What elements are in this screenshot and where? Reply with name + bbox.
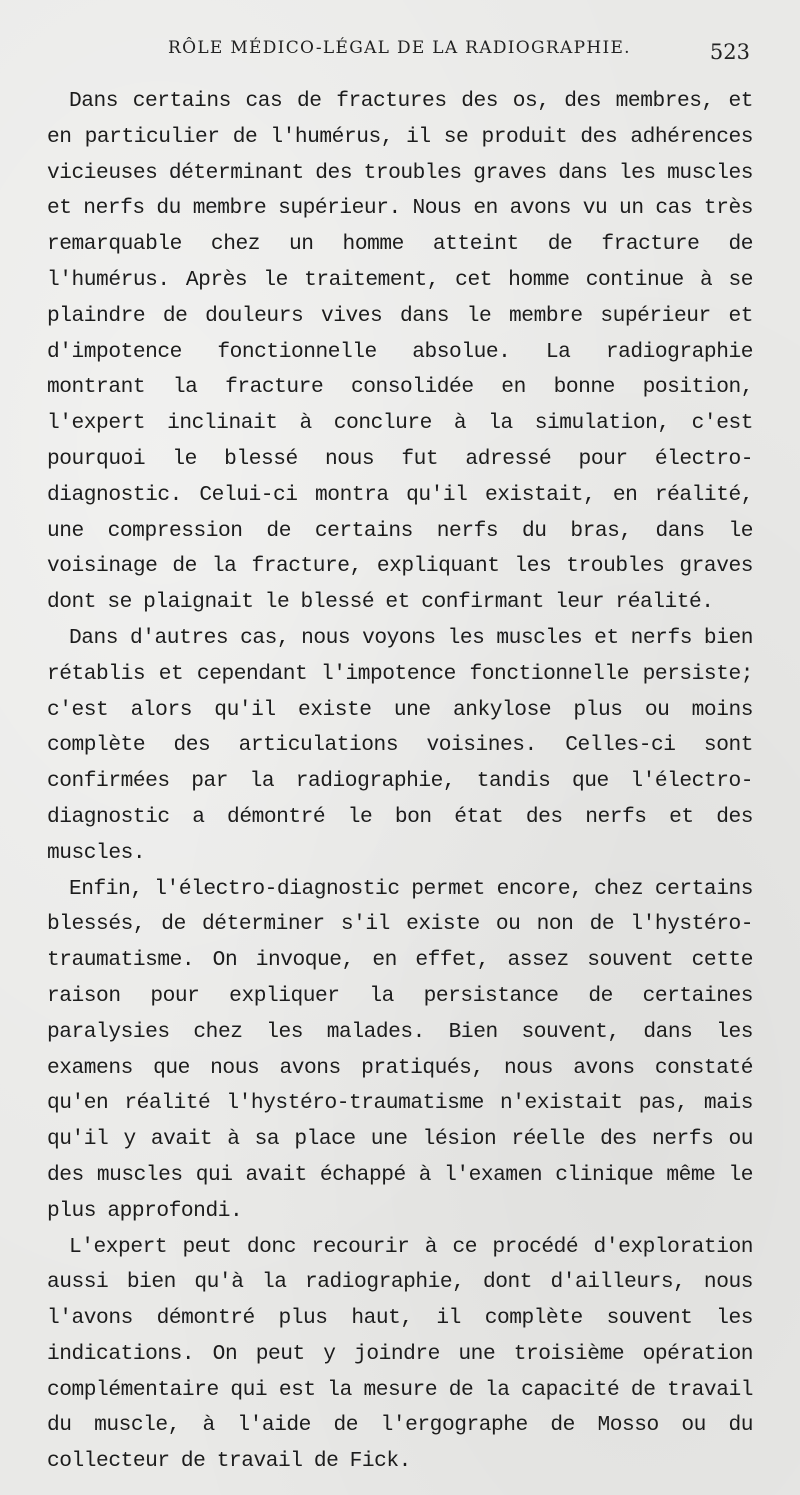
running-head-title: RÔLE MÉDICO-LÉGAL DE LA RADIOGRAPHIE. [168, 38, 631, 58]
paragraph: L'expert peut donc recourir à ce procédé d'exploration aussi bien qu'à la radiographie, dont d'ailleurs, nous l'avons démontré plus haut, il complète souvent les indications. On peut y joindre une troisième opération complémentaire qui est la mesure de la capacité de travail du muscle, à l'aide de l'ergographe de Mosso ou du collecteur de travail de Fick. [47, 1234, 753, 1474]
body-text [47, 84, 753, 1480]
paragraph: Enfin, l'électro-diagnostic permet encore, chez certains blessés, de déterminer s'il existe ou non de l'hystéro-traumatisme. On invoque, en effet, assez souvent cette raison pour expliquer la persistance de certaines paralysies chez les malades. Bien souvent, dans les examens que nous avons pratiqués, nous avons constaté qu'en réalité l'hystéro-traumatisme n'existait pas, mais qu'il y avait à sa place une lésion réelle des nerfs ou des muscles qui avait échappé à l'examen clinique même le plus approfondi. [47, 876, 753, 1223]
paragraph: Dans d'autres cas, nous voyons les muscles et nerfs bien rétablis et cependant l'impotence fonctionnelle persiste; c'est alors qu'il existe une ankylose plus ou moins complète des articulations voisines. Celles-ci sont confirmées par la radiographie, tandis que l'électro-diagnostic a démontré le bon état des nerfs et des muscles. [47, 625, 753, 865]
paragraph: Dans certains cas de fractures des os, des membres, et en particulier de l'humérus, il se produit des adhérences vicieuses déterminant des troubles graves dans les muscles et nerfs du membre supérieur. Nous en avons vu un cas très remarquable chez un homme atteint de fracture de l'humérus. Après le traitement, cet homme continue à se plaindre de douleurs vives dans le membre supérieur et d'impotence fonctionnelle absolue. La radiographie montrant la fracture consolidée en bonne position, l'expert inclinait à conclure à la simulation, c'est pourquoi le blessé nous fut adressé pour électro-diagnostic. Celui-ci montra qu'il existait, en réalité, une compression de certains nerfs du bras, dans le voisinage de la fracture, expliquant les troubles graves dont se plaignait le blessé et confirmant leur réalité. [47, 89, 753, 615]
page-number: 523 [709, 40, 750, 64]
running-head [0, 38, 800, 68]
